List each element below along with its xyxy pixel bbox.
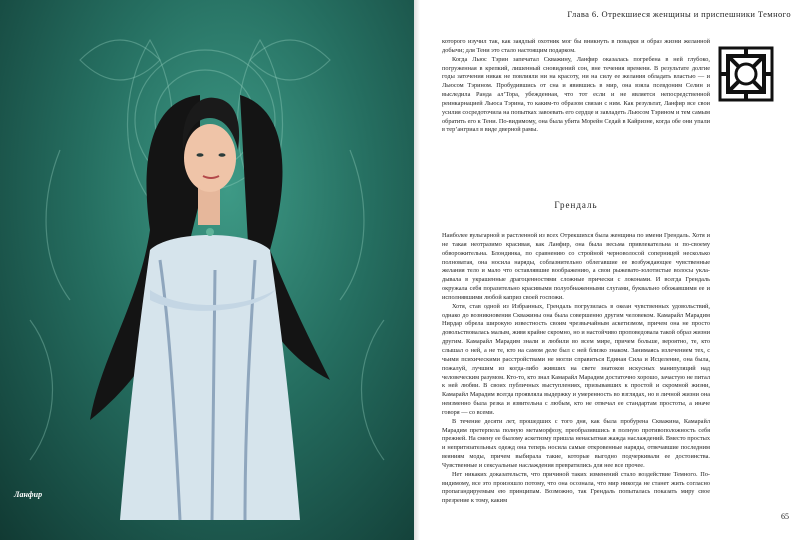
section-text bbox=[442, 232, 710, 506]
paragraph: Нет никаких доказательств, что причиной таких изменений стало воздействие Темного. По-видимому, все это произошло потому, что она осознала, что мир никогда не станет жить согласно пропагандируемым ею принципам. Возможно, так Грендаль попыталась показать миру свое презрение к тому, каким bbox=[442, 470, 710, 505]
celtic-knot-icon bbox=[716, 44, 776, 104]
intro-text bbox=[442, 38, 710, 135]
paragraph: Хотя, став одной из Избранных, Грендаль погрузилась в океан чувственных удовольствий, однако до возникновения Скважины она была совершенно другим человеком. Камарайл Марадим Нирдар обрела широкую известность своим чрезвычайным аскетизмом, причем она не просто довольствовалась малым, живя крайне скромно, но и настойчиво проповедовала такой образ жизни другим. Камарайл Марадим знали и любили во всем мире, причем больше, вероятно, те, кто слышал о ней, а не те, кто на самом деле был с ней близко знаком. Занимаясь излечением тех, с чьими психическими расстройствами не могли справиться Единая Сила и Исцеление, она была, пожалуй, лучшим из когда-либо живших на свете знатоков искусных манипуляций над человеческим разумом. Кто-то, кто знал Камарайл Марадим достаточно хорошо, зачастую не питал к ней любви. В своих публичных выступлениях, призывавших к простой и скромной жизни, Камарайл Марадим всегда проявляла выдержку и умеренность во взглядах, но в личной жизни она неизменно была резка и язвительна с любым, кто не отвечал ее стандартам простоты, а иначе говоря — со всеми. bbox=[442, 302, 710, 416]
text-page bbox=[420, 0, 799, 540]
paragraph: В течение десяти лет, прошедших с того дня, как была пробурена Скважина, Камарайл Марадим претерпела полную метаморфозу, преобразившись в полную противоположность себя прежней. На смену ее былому аскетизму пришла ненасытная жажда наслаждений. Вместо простых и непритязательных одежд она теперь носила самые откровенные наряды, отвечавшие последним веяниям моды, причем выбирала такие, которые выгодно подчеркивали ее достоинства. Чувственные и сексуальные наслаждения превратились для нее все прочее. bbox=[442, 417, 710, 469]
paragraph: Когда Льюс Тэрин запечатал Скважину, Ланфир оказалась погребена в ней глубоко, погруженная в крепкий, лишенный сновидений сон, вне течения времени. В результате долгие годы заточения никак не повлияли ни на красоту, ни на силу ее желания обладать властью — и Льюсом Тэрином. Пробудившись от сна и явившись в мир, она взяла псевдоним Селин и выследила Ранда ал’Тора, убежденная, что тот если и не является непосредственной реинкарнацией Льюса Тэрина, то каким-то образом связан с ним. Как результат, Ланфир все свои усилия сосредоточила на попытках завоевать его сердце и завладеть Льюсом Тэрином и тем самым обратить его к Тени. По-видимому, она была убита Морейн Седай в Кайризне, когда обе они упали в тер’ангриал в виде дверной рамы. bbox=[442, 55, 710, 134]
section-title: Грендаль bbox=[554, 200, 598, 210]
illustration-caption: Ланфир bbox=[14, 490, 43, 499]
paragraph: Наиболее вульгарной и растленной из всех Отрекшихся была женщина по имени Грендаль. Хотя и не такая неотразимо красивая, как Ланфир, она была весьма привлекательна и по-своему обворожительна. Блондинка, по сравнению со стройной черноволосой соперницей несколько полноватая, она носила наряды, соблазнительно облегавшие ее возбуждающее чувственные желания тело и мало что оставлявшие воображению, а свои рыжевато-золотистые волосы укладывала в украшенные драгоценностями сложные прически с локонами. И всегда Грендаль окружала себя поразительно красивыми полуобнаженными слугами, буквально обожавшими ее и исполнявшими любой каприз своей госпожи. bbox=[442, 232, 710, 301]
running-header: Глава 6. Отрекшиеся женщины и приспешники Темного bbox=[567, 9, 791, 19]
paragraph: которого изучил так, как заядлый охотник мог бы вникнуть в повадки и образ жизни желанной добычи; для Тени это стало настоящим подарком. bbox=[442, 38, 710, 54]
page-number: 65 bbox=[781, 512, 789, 521]
